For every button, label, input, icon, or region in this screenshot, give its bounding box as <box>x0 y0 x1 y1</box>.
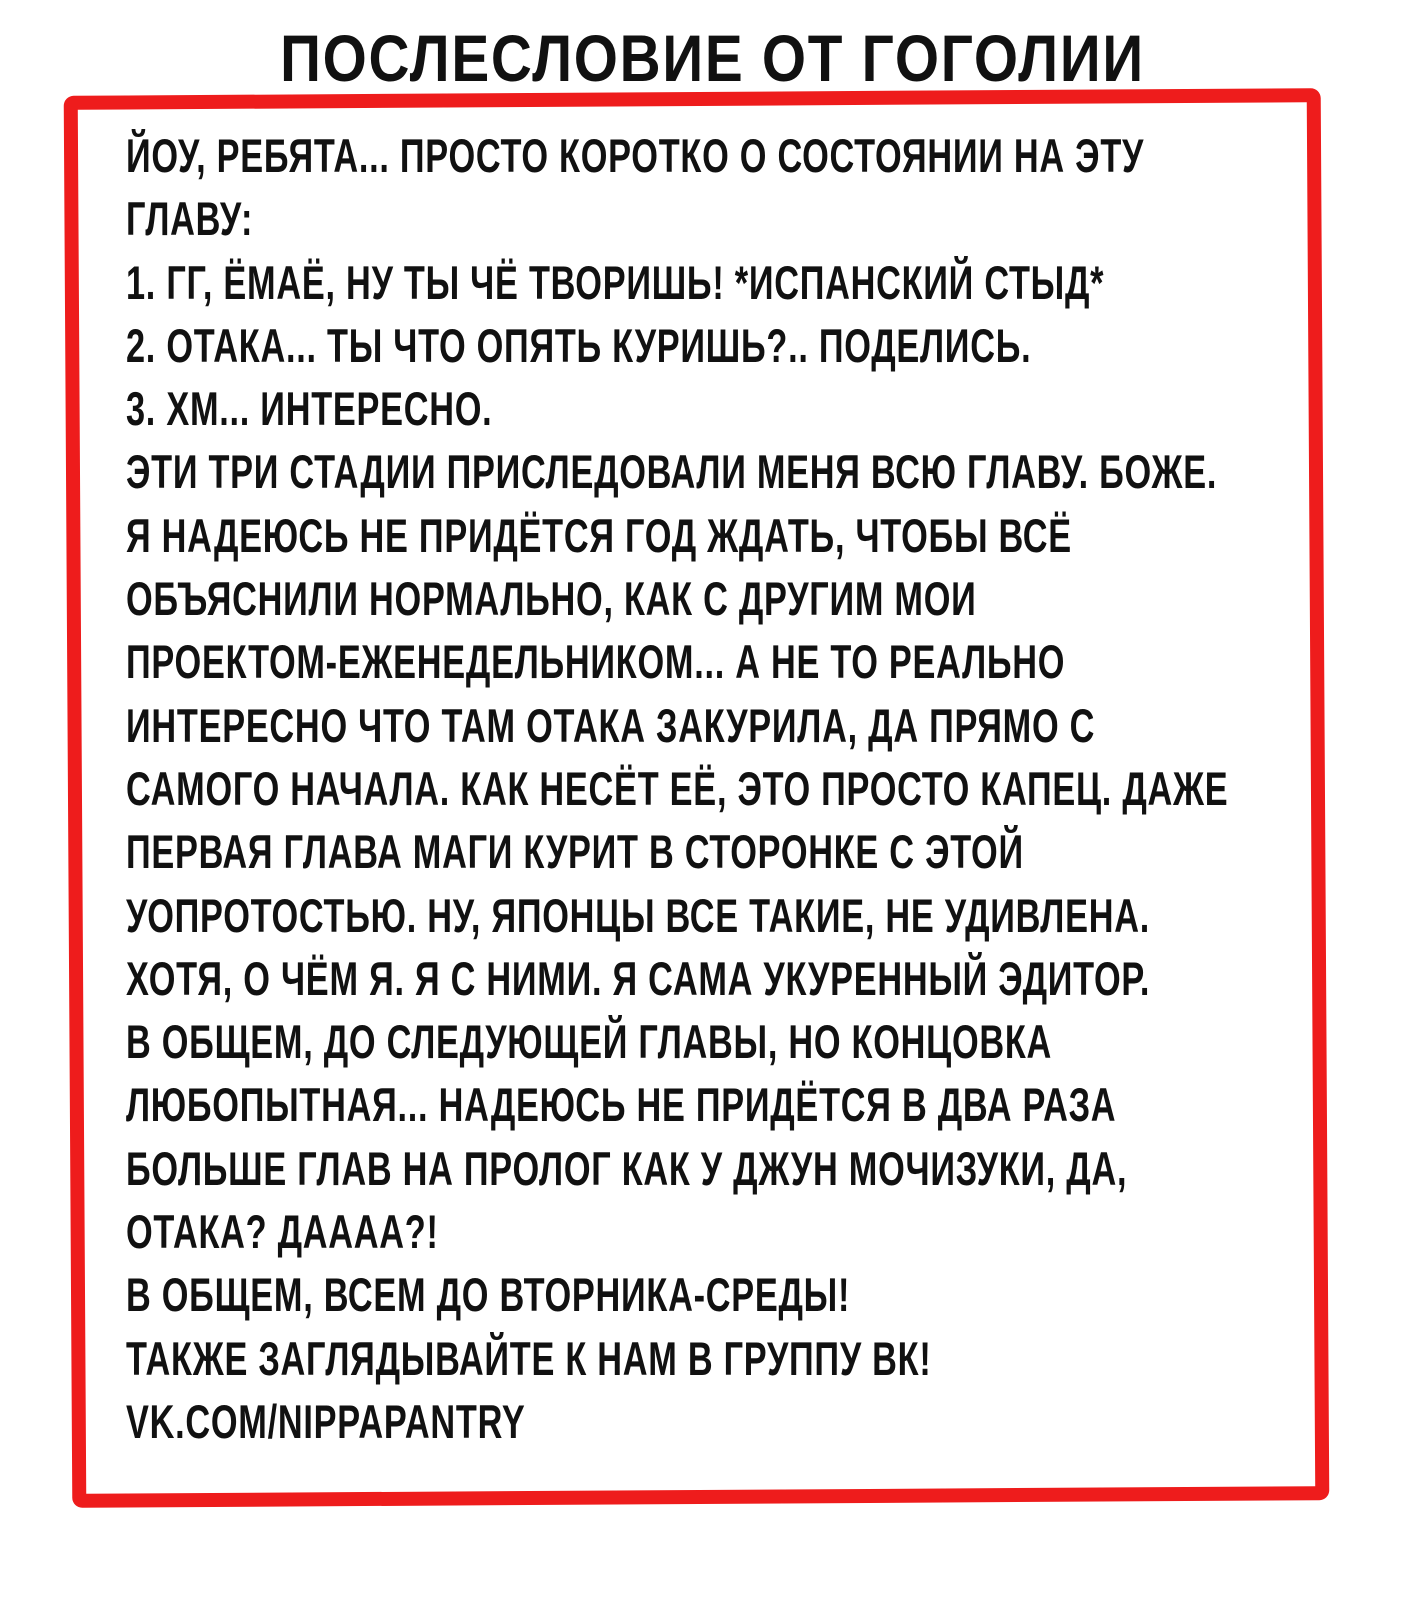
note-line: ЭТИ ТРИ СТАДИИ ПРИСЛЕДОВАЛИ МЕНЯ ВСЮ ГЛАВУ. БОЖЕ. <box>126 445 1218 499</box>
note-line: ТАКЖЕ ЗАГЛЯДЫВАЙТЕ К НАМ В ГРУППУ ВК! <box>126 1331 932 1385</box>
note-body <box>126 124 1296 1453</box>
group-link[interactable]: VK.COM/NIPPAPANTRY <box>126 1394 526 1448</box>
note-line: ЙОУ, РЕБЯТА... ПРОСТО КОРОТКО О СОСТОЯНИИ НА ЭТУ <box>126 129 1145 182</box>
note-line: ИНТЕРЕСНО ЧТО ТАМ ОТАКА ЗАКУРИЛА, ДА ПРЯМО С <box>126 698 1096 752</box>
note-line: УОПРОТОСТЬЮ. НУ, ЯПОНЦЫ ВСЕ ТАКИЕ, НЕ УДИВЛЕНА. <box>126 888 1150 942</box>
note-line: ОБЪЯСНИЛИ НОРМАЛЬНО, КАК С ДРУГИМ МОИ <box>126 572 977 626</box>
note-line: ОТАКА? ДАААА?! <box>126 1205 439 1259</box>
note-line: В ОБЩЕМ, ВСЕМ ДО ВТОРНИКА-СРЕДЫ! <box>126 1268 851 1322</box>
note-line: 1. ГГ, ЁМАЁ, НУ ТЫ ЧЁ ТВОРИШЬ! *ИСПАНСКИЙ СТЫД* <box>126 255 1105 309</box>
note-line: САМОГО НАЧАЛА. КАК НЕСЁТ ЕЁ, ЭТО ПРОСТО КАПЕЦ. ДАЖЕ <box>126 761 1229 815</box>
note-line: ЛЮБОПЫТНАЯ... НАДЕЮСЬ НЕ ПРИДЁТСЯ В ДВА РАЗА <box>126 1078 1117 1132</box>
note-line: Я НАДЕЮСЬ НЕ ПРИДЁТСЯ ГОД ЖДАТЬ, ЧТОБЫ ВСЁ <box>126 508 1072 562</box>
page-title: ПОСЛЕСЛОВИЕ ОТ ГОГОЛИИ <box>280 21 1145 90</box>
note-line: ГЛАВУ: <box>126 192 254 246</box>
note-line: 3. ХМ... ИНТЕРЕСНО. <box>126 382 493 436</box>
note-line: ПРОЕКТОМ-ЕЖЕНЕДЕЛЬНИКОМ... А НЕ ТО РЕАЛЬНО <box>126 635 1066 689</box>
note-line: 2. ОТАКА... ТЫ ЧТО ОПЯТЬ КУРИШЬ?.. ПОДЕЛИСЬ. <box>126 318 1032 372</box>
note-line: ПЕРВАЯ ГЛАВА МАГИ КУРИТ В СТОРОНКЕ С ЭТОЙ <box>126 825 1024 879</box>
note-line: БОЛЬШЕ ГЛАВ НА ПРОЛОГ КАК У ДЖУН МОЧИЗУКИ, ДА, <box>126 1141 1128 1195</box>
note-line: ХОТЯ, О ЧЁМ Я. Я С НИМИ. Я САМА УКУРЕННЫЙ ЭДИТОР. <box>126 951 1151 1005</box>
note-line: В ОБЩЕМ, ДО СЛЕДУЮЩЕЙ ГЛАВЫ, НО КОНЦОВКА <box>126 1015 1053 1069</box>
